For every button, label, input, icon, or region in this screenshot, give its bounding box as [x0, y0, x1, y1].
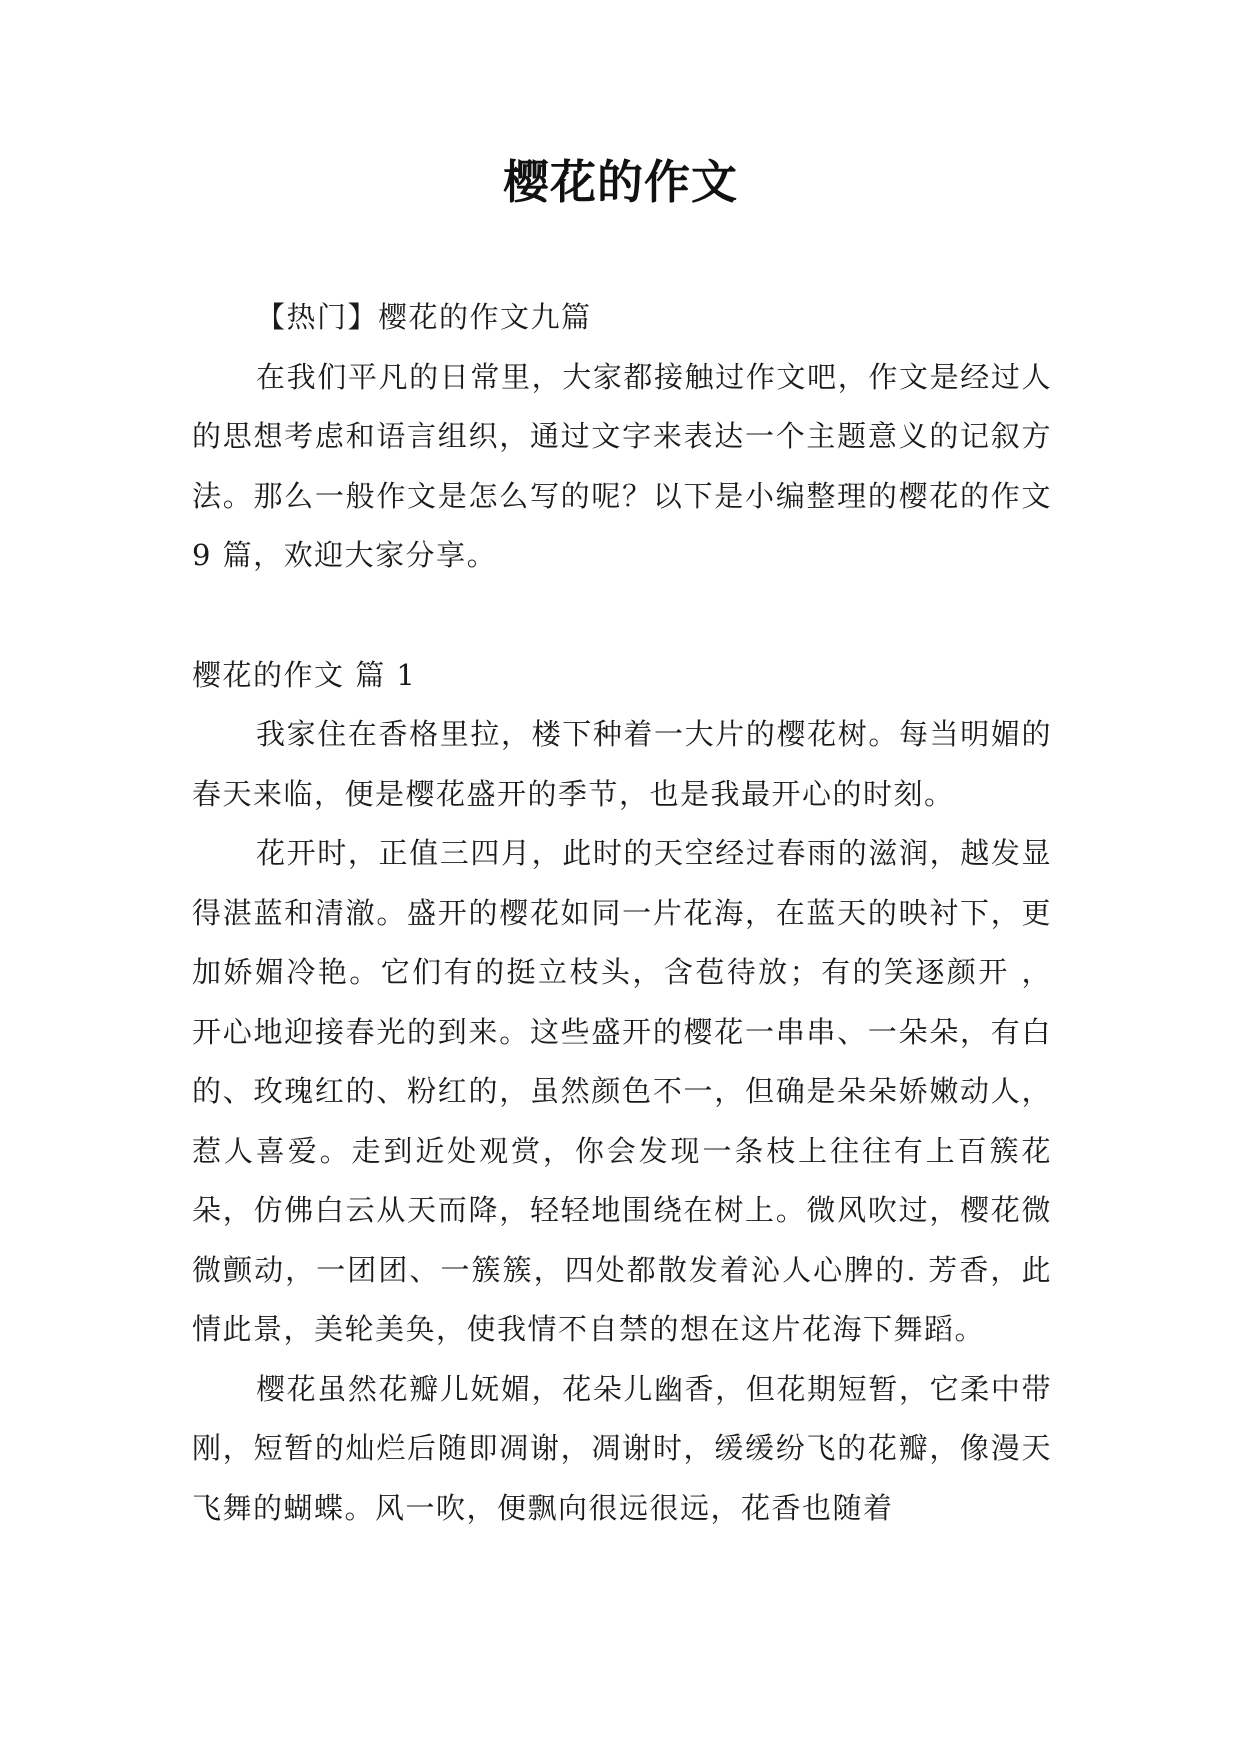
- document-body: [192, 288, 1052, 1538]
- body-paragraph: 花开时，正值三四月，此时的天空经过春雨的滋润，越发显得湛蓝和清澈。盛开的樱花如同一片花海，在蓝天的映衬下，更加娇媚冷艳。它们有的挺立枝头，含苞待放；有的笑逐颜开 ，开心地迎接春光的到来。这些盛开的樱花一串串、一朵朵，有白的、玫瑰红的、粉红的，虽然颜色不一，但确是朵朵娇嫩动人，惹人喜爱。走到近处观赏，你会发现一条枝上往往有上百簇花朵，仿佛白云从天而降，轻轻地围绕在树上。微风吹过，樱花微微颤动，一团团、一簇簇，四处都散发着沁人心脾的. 芳香，此情此景，美轮美奂，使我情不自禁的想在这片花海下舞蹈。: [192, 836, 1052, 1346]
- heading-line: 【热门】樱花的作文九篇: [256, 300, 592, 334]
- section-heading: 樱花的作文 篇 1: [192, 657, 417, 692]
- document-title: 樱花的作文: [503, 155, 738, 209]
- body-paragraph: 樱花虽然花瓣儿妩媚，花朵儿幽香，但花期短暂，它柔中带刚，短暂的灿烂后随即凋谢，凋谢时，缓缓纷飞的花瓣，像漫天飞舞的蝴蝶。风一吹，便飘向很远很远，花香也随着: [192, 1371, 1052, 1525]
- intro-paragraph: 在我们平凡的日常里，大家都接触过作文吧，作文是经过人的思想考虑和语言组织，通过文字来表达一个主题意义的记叙方法。那么一般作文是怎么写的呢？以下是小编整理的樱花的作文 9 篇，欢迎大家分享。: [192, 359, 1052, 572]
- section-gap: [192, 586, 1052, 646]
- body-paragraph: 我家住在香格里拉，楼下种着一大片的樱花树。每当明媚的春天来临，便是樱花盛开的季节，也是我最开心的时刻。: [192, 717, 1052, 811]
